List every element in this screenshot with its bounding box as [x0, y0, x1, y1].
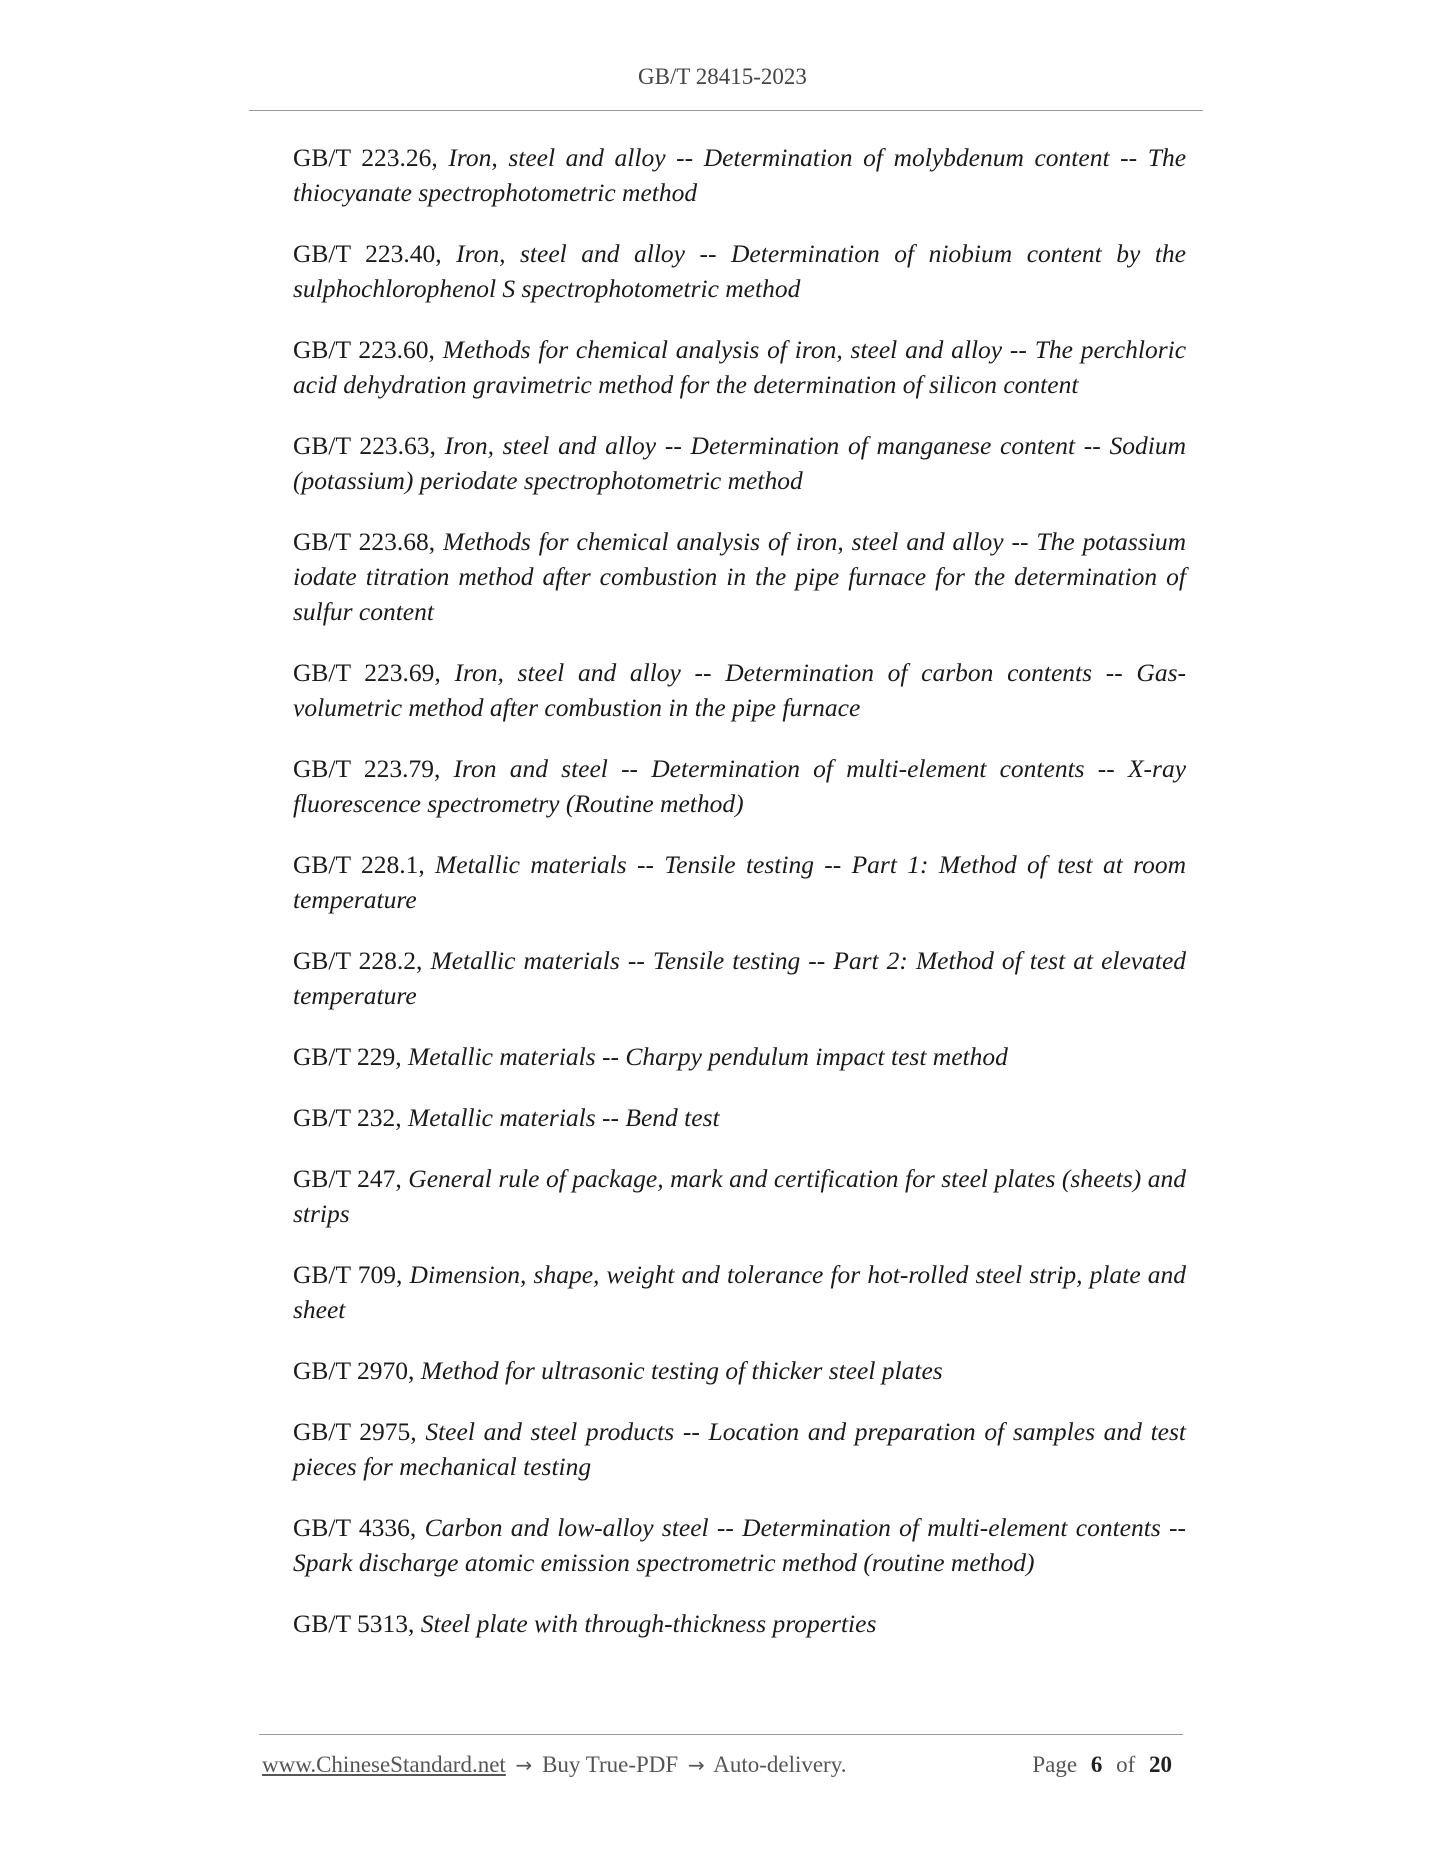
- reference-item: [293, 332, 1186, 402]
- reference-code: GB/T 232,: [293, 1103, 402, 1132]
- reference-item: [293, 1510, 1186, 1580]
- reference-code: GB/T 5313,: [293, 1609, 415, 1638]
- reference-title: Method for ultrasonic testing of thicker steel plates: [420, 1356, 943, 1385]
- reference-title: Steel plate with through-thickness properties: [420, 1609, 877, 1638]
- header-divider: [249, 110, 1203, 111]
- reference-code: GB/T 223.26,: [293, 143, 438, 172]
- reference-title: Carbon and low-alloy steel -- Determination of multi-element contents -- Spark discharge atomic emission spectrometric method (routine method): [293, 1513, 1186, 1577]
- footer-promo: [262, 1752, 846, 1778]
- page-indicator: [1032, 1752, 1180, 1778]
- reference-title: Metallic materials -- Tensile testing -- Part 1: Method of test at room temperature: [293, 850, 1186, 914]
- page-of: of: [1116, 1752, 1136, 1777]
- reference-title: Metallic materials -- Bend test: [408, 1103, 720, 1132]
- reference-code: GB/T 4336,: [293, 1513, 417, 1542]
- reference-title: Iron and steel -- Determination of multi-element contents -- X-ray fluorescence spectrometry (Routine method): [293, 754, 1187, 818]
- reference-code: GB/T 2970,: [293, 1356, 415, 1385]
- reference-title: Iron, steel and alloy -- Determination of niobium content by the sulphochlorophenol S spectrophotometric method: [293, 239, 1186, 303]
- reference-code: GB/T 223.63,: [293, 431, 436, 460]
- reference-code: GB/T 229,: [293, 1042, 402, 1071]
- reference-list: [293, 140, 1186, 1667]
- page-current: 6: [1090, 1752, 1103, 1777]
- page-total: 20: [1149, 1752, 1172, 1777]
- reference-item: [293, 655, 1186, 725]
- reference-title: General rule of package, mark and certification for steel plates (sheets) and strips: [293, 1164, 1186, 1228]
- page-footer: [262, 1752, 1180, 1778]
- reference-item: [293, 751, 1186, 821]
- reference-item: [293, 1414, 1186, 1484]
- delivery-text: Auto-delivery.: [713, 1752, 847, 1777]
- reference-code: GB/T 223.69,: [293, 658, 441, 687]
- site-link[interactable]: www.ChineseStandard.net: [262, 1752, 506, 1777]
- reference-title: Iron, steel and alloy -- Determination of manganese content -- Sodium (potassium) periodate spectrophotometric method: [293, 431, 1187, 495]
- reference-title: Metallic materials -- Charpy pendulum impact test method: [408, 1042, 1008, 1071]
- reference-item: [293, 1161, 1186, 1231]
- reference-title: Steel and steel products -- Location and preparation of samples and test pieces for mechanical testing: [293, 1417, 1186, 1481]
- footer-divider: [259, 1734, 1183, 1735]
- reference-code: GB/T 247,: [293, 1164, 402, 1193]
- reference-code: GB/T 223.79,: [293, 754, 441, 783]
- reference-code: GB/T 228.2,: [293, 946, 423, 975]
- reference-item: [293, 140, 1186, 210]
- reference-item: [293, 1353, 1186, 1388]
- reference-title: Metallic materials -- Tensile testing -- Part 2: Method of test at elevated temperature: [293, 946, 1187, 1010]
- reference-item: [293, 1257, 1186, 1327]
- reference-item: [293, 847, 1186, 917]
- reference-title: Methods for chemical analysis of iron, steel and alloy -- The perchloric acid dehydration gravimetric method for the determination of silicon content: [293, 335, 1187, 399]
- arrow-right-icon: →: [515, 1753, 533, 1777]
- reference-item: [293, 236, 1186, 306]
- reference-code: GB/T 709,: [293, 1260, 403, 1289]
- reference-item: [293, 428, 1186, 498]
- reference-title: Dimension, shape, weight and tolerance for hot-rolled steel strip, plate and sheet: [293, 1260, 1187, 1324]
- reference-code: GB/T 223.68,: [293, 527, 436, 556]
- page-label: Page: [1032, 1752, 1078, 1777]
- reference-item: [293, 524, 1186, 629]
- reference-item: [293, 1100, 1186, 1135]
- arrow-right-icon: →: [687, 1753, 705, 1777]
- reference-item: [293, 1606, 1186, 1641]
- reference-title: Iron, steel and alloy -- Determination of carbon contents -- Gas-volumetric method after combustion in the pipe furnace: [293, 658, 1186, 722]
- reference-code: GB/T 228.1,: [293, 850, 425, 879]
- reference-title: Iron, steel and alloy -- Determination of molybdenum content -- The thiocyanate spectrophotometric method: [293, 143, 1187, 207]
- document-id: GB/T 28415-2023: [638, 64, 807, 89]
- reference-item: [293, 943, 1186, 1013]
- reference-item: [293, 1039, 1186, 1074]
- reference-title: Methods for chemical analysis of iron, steel and alloy -- The potassium iodate titration method after combustion in the pipe furnace for the determination of sulfur content: [293, 527, 1187, 626]
- reference-code: GB/T 223.60,: [293, 335, 435, 364]
- reference-code: GB/T 223.40,: [293, 239, 442, 268]
- page-header: [0, 64, 1445, 90]
- buy-text: Buy True-PDF: [542, 1752, 679, 1777]
- reference-code: GB/T 2975,: [293, 1417, 417, 1446]
